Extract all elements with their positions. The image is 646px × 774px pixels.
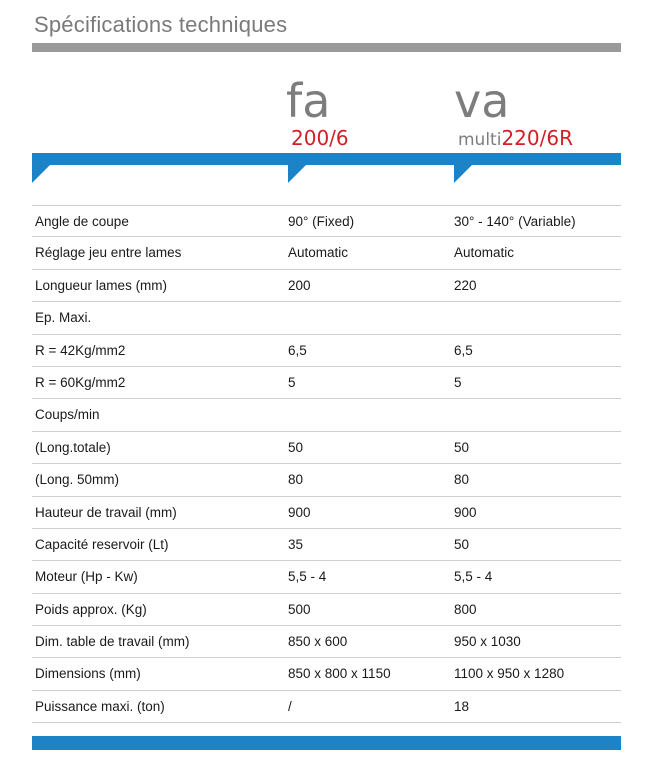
spec-label: (Long. 50mm) bbox=[35, 472, 120, 488]
spec-label: Angle de coupe bbox=[35, 214, 129, 229]
spec-value-model-2: 50 bbox=[454, 536, 470, 552]
spec-label: R = 42Kg/mm2 bbox=[35, 342, 126, 358]
model-1-code: 200/6 bbox=[291, 126, 349, 150]
table-row bbox=[32, 205, 621, 237]
spec-value-model-2: 1100 x 950 x 1280 bbox=[454, 666, 565, 682]
spec-value-model-1: 200 bbox=[288, 277, 311, 293]
model-1-name: fa bbox=[286, 74, 331, 128]
spec-value-model-2: 5 bbox=[454, 374, 462, 390]
model-2-name: va bbox=[454, 74, 510, 128]
model-2-prefix: multi bbox=[458, 130, 502, 150]
spec-label: R = 60Kg/mm2 bbox=[35, 374, 126, 390]
spec-label: Hauteur de travail (mm) bbox=[35, 504, 177, 520]
table-row bbox=[32, 335, 621, 367]
spec-label: Réglage jeu entre lames bbox=[35, 245, 182, 261]
table-row bbox=[32, 399, 621, 431]
spec-value-model-1: 500 bbox=[288, 601, 311, 617]
table-row bbox=[32, 594, 621, 626]
spec-value-model-1: / bbox=[288, 698, 292, 714]
page-title: Spécifications techniques bbox=[34, 12, 288, 37]
table-row bbox=[32, 626, 621, 658]
table-row bbox=[32, 691, 621, 723]
spec-table bbox=[32, 205, 621, 723]
spec-value-model-1: 900 bbox=[288, 504, 311, 520]
spec-label: Dim. table de travail (mm) bbox=[35, 634, 190, 650]
spec-label: Coups/min bbox=[35, 407, 100, 423]
spec-value-model-1: 5,5 - 4 bbox=[288, 569, 327, 585]
spec-label: (Long.totale) bbox=[35, 439, 111, 455]
spec-value-model-2: 950 x 1030 bbox=[454, 634, 521, 650]
spec-label: Dimensions (mm) bbox=[35, 666, 141, 682]
band-notch-model-2 bbox=[454, 165, 472, 183]
spec-value-model-1: Automatic bbox=[288, 245, 349, 261]
spec-value-model-1: 80 bbox=[288, 472, 304, 488]
spec-value-model-1: 50 bbox=[288, 439, 304, 455]
table-row bbox=[32, 464, 621, 496]
table-row bbox=[32, 237, 621, 269]
title-underline-bar bbox=[32, 43, 621, 52]
spec-label: Capacité reservoir (Lt) bbox=[35, 536, 169, 552]
spec-value-model-2: 30° - 140° (Variable) bbox=[454, 214, 576, 229]
spec-value-model-2: 6,5 bbox=[454, 342, 473, 358]
spec-value-model-2: 800 bbox=[454, 601, 477, 617]
spec-label: Longueur lames (mm) bbox=[35, 277, 168, 293]
spec-value-model-1: 850 x 800 x 1150 bbox=[288, 666, 391, 682]
spec-value-model-2: 5,5 - 4 bbox=[454, 569, 493, 585]
spec-label: Puissance maxi. (ton) bbox=[35, 698, 165, 714]
table-row bbox=[32, 367, 621, 399]
spec-value-model-1: 5 bbox=[288, 374, 296, 390]
spec-value-model-1: 35 bbox=[288, 536, 304, 552]
spec-value-model-2: Automatic bbox=[454, 245, 515, 261]
spec-label: Poids approx. (Kg) bbox=[35, 601, 147, 617]
spec-value-model-2: 50 bbox=[454, 439, 470, 455]
spec-value-model-1: 90° (Fixed) bbox=[288, 214, 355, 229]
spec-value-model-2: 900 bbox=[454, 504, 477, 520]
spec-value-model-1: 6,5 bbox=[288, 342, 307, 358]
header-blue-band bbox=[32, 153, 621, 165]
spec-value-model-1: 850 x 600 bbox=[288, 634, 348, 650]
model-2-label bbox=[458, 128, 573, 150]
table-row bbox=[32, 658, 621, 690]
spec-value-model-2: 80 bbox=[454, 472, 470, 488]
band-notch-left bbox=[32, 165, 50, 183]
spec-value-model-2: 220 bbox=[454, 277, 477, 293]
table-row bbox=[32, 497, 621, 529]
spec-value-model-2: 18 bbox=[454, 698, 470, 714]
table-row bbox=[32, 302, 621, 334]
table-row bbox=[32, 432, 621, 464]
band-notch-model-1 bbox=[288, 165, 306, 183]
table-row bbox=[32, 561, 621, 593]
spec-label: Moteur (Hp - Kw) bbox=[35, 569, 138, 585]
model-2-code: 220/6R bbox=[501, 126, 573, 150]
footer-blue-bar bbox=[32, 736, 621, 750]
spec-label: Ep. Maxi. bbox=[35, 310, 92, 326]
table-row bbox=[32, 529, 621, 561]
table-row bbox=[32, 270, 621, 302]
